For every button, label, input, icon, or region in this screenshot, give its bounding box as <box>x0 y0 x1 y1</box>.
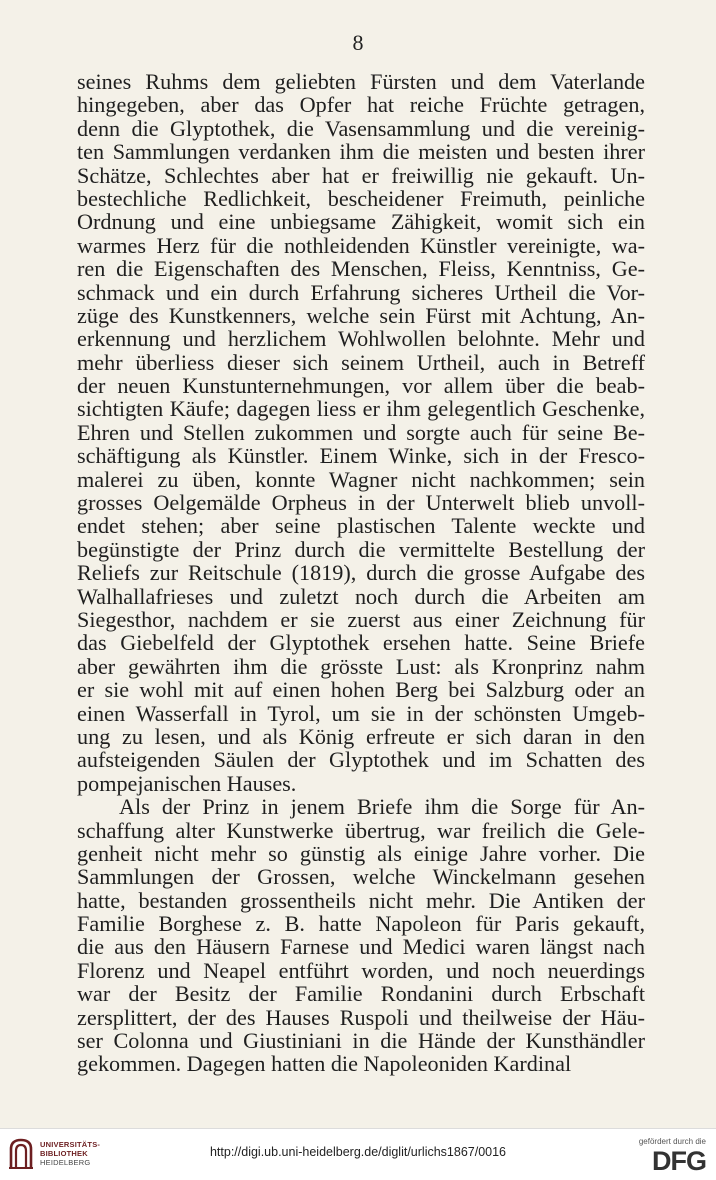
text-line: ser Colonna und Giustiniani in die Hände der Kunsthändler <box>77 1028 645 1054</box>
text-line: hatte, bestanden grossentheils nicht mehr. Die Antiken der <box>77 887 645 913</box>
text-line: die aus den Häusern Farnese und Medici waren längst nach <box>77 934 645 960</box>
text-line: züge des Kunstkenners, welche sein Fürst mit Achtung, An- <box>77 302 645 328</box>
permalink-url[interactable]: http://digi.ub.uni-heidelberg.de/diglit/urlichs1867/0016 <box>209 1145 507 1159</box>
library-name-line-2: BIBLIOTHEK <box>40 1149 88 1158</box>
dfg-logo: DFG <box>652 1146 706 1176</box>
text-line: Ehren und Stellen zukommen und sorgte auch für seine Be- <box>77 419 645 445</box>
text-line: das Giebelfeld der Glyptothek ersehen hatte. Seine Briefe <box>77 630 645 656</box>
text-line: ung zu lesen, und als König erfreute er sich daran in den <box>77 723 645 749</box>
library-name-line-3: HEIDELBERG <box>40 1158 91 1167</box>
funder-label: gefördert durch die <box>638 1137 706 1146</box>
viewer-footer <box>0 1128 716 1180</box>
text-line: Familie Borghese z. B. hatte Napoleon für Paris gekauft, <box>77 911 645 937</box>
text-line: Reliefs zur Reitschule (1819), durch die grosse Aufgabe des <box>77 560 645 586</box>
body-text <box>77 70 645 1076</box>
text-line: ren die Eigenschaften des Menschen, Fleiss, Kenntniss, Ge- <box>77 256 645 282</box>
text-line: war der Besitz der Familie Rondanini durch Erbschaft <box>77 981 645 1007</box>
text-line: er sie wohl mit auf einen hohen Berg bei Salzburg oder an <box>77 677 645 703</box>
text-line: endet stehen; aber seine plastischen Talente weckte und <box>77 513 645 539</box>
text-line: malerei zu üben, konnte Wagner nicht nachkommen; sein <box>77 466 645 492</box>
text-line: begünstigte der Prinz durch die vermittelte Bestellung der <box>77 536 645 562</box>
text-line: seines Ruhms dem geliebten Fürsten und dem Vaterlande <box>77 69 645 94</box>
text-line: bestechliche Redlichkeit, bescheidener Freimuth, peinliche <box>77 185 645 211</box>
text-line: mehr überliess dieser sich seinem Urtheil, auch in Betreff <box>77 349 645 375</box>
text-line: Walhallafrieses und zuletzt noch durch die Arbeiten am <box>77 583 645 609</box>
text-line: Schätze, Schlechtes aber hat er freiwillig nie gekauft. Un- <box>77 162 645 188</box>
text-line: ten Sammlungen verdanken ihm die meisten und besten ihrer <box>77 139 645 165</box>
text-line: aufsteigenden Säulen der Glyptothek und im Schatten des <box>77 747 645 773</box>
text-line: sichtigten Käufe; dagegen liess er ihm gelegentlich Geschenke, <box>77 396 645 422</box>
text-line: schaffung alter Kunstwerke übertrug, war freilich die Gele- <box>77 817 645 843</box>
text-line: pompejanischen Hauses. <box>77 770 297 796</box>
text-line: Florenz und Neapel entführt worden, und noch neuerdings <box>77 957 645 983</box>
text-line: Als der Prinz in jenem Briefe ihm die Sorge für An- <box>119 794 645 820</box>
text-line: zersplittert, der des Hauses Ruspoli und theilweise der Häu- <box>77 1004 645 1030</box>
text-line: schäftigung als Künstler. Einem Winke, sich in der Fresco- <box>77 443 645 469</box>
text-line: erkennung und herzlichem Wohlwollen belohnte. Mehr und <box>77 326 645 352</box>
text-line: schmack und ein durch Erfahrung sicheres Urtheil die Vor- <box>77 279 645 305</box>
text-line: der neuen Kunstunternehmungen, vor allem über die beab- <box>77 373 645 399</box>
text-line: genheit nicht mehr so günstig als einige Jahre vorher. Die <box>77 840 645 866</box>
footer-divider <box>0 1128 716 1129</box>
text-line: aber gewährten ihm die grösste Lust: als Kronprinz nahm <box>77 653 645 679</box>
library-name-line-1: UNIVERSITÄTS- <box>40 1140 101 1149</box>
text-line: hingegeben, aber das Opfer hat reiche Früchte getragen, <box>77 92 645 118</box>
text-line: einen Wasserfall in Tyrol, um sie in der schönsten Umgeb- <box>77 700 645 726</box>
text-line: grosses Oelgemälde Orpheus in der Unterwelt blieb unvoll- <box>77 490 645 516</box>
text-line: warmes Herz für die nothleidenden Künstler vereinigte, wa- <box>77 232 645 258</box>
text-line: denn die Glyptothek, die Vasensammlung und die vereinig- <box>77 115 645 141</box>
text-line: Ordnung und eine unbiegsame Zähigkeit, womit sich ein <box>77 209 645 235</box>
text-line: gekommen. Dagegen hatten die Napoleoniden Kardinal <box>77 1051 572 1077</box>
text-line: Sammlungen der Grossen, welche Winckelmann gesehen <box>77 864 645 890</box>
page-number: 8 <box>352 30 364 55</box>
text-line: Siegesthor, nachdem er sie zuerst aus einer Zeichnung für <box>77 606 645 632</box>
